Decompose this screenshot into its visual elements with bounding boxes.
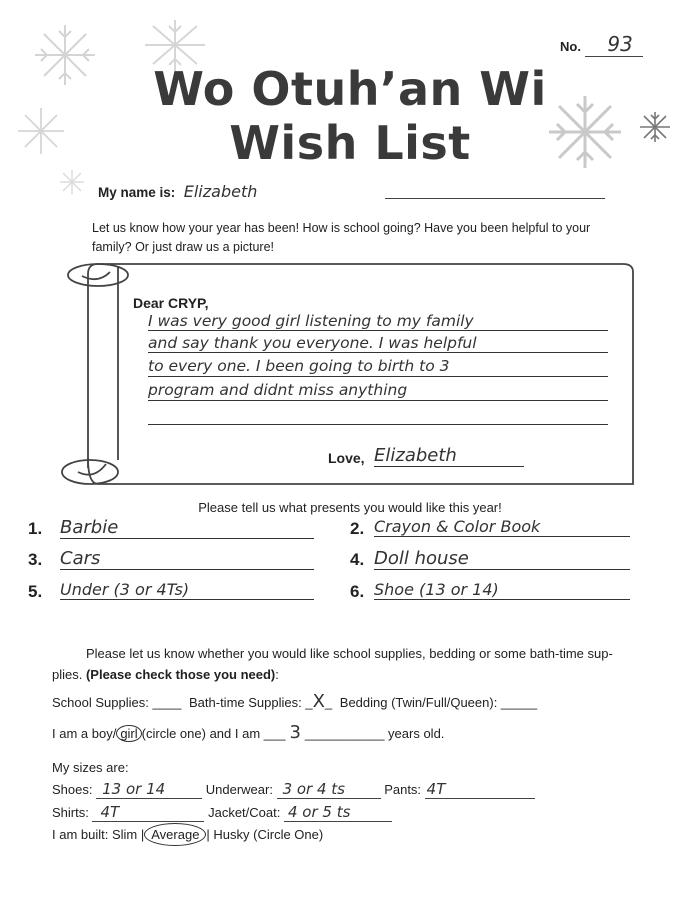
underwear-label: Underwear: — [205, 782, 273, 797]
build-circled[interactable]: Average — [144, 823, 206, 846]
bedding-option[interactable]: Bedding (Twin/Full/Queen): _____ — [339, 695, 538, 710]
name-row — [98, 182, 334, 202]
sizes-row-1 — [52, 780, 672, 799]
form-number — [560, 32, 643, 57]
pants-label: Pants: — [384, 782, 422, 797]
letter-line: and say thank you everyone. I was helpful — [148, 334, 477, 352]
present-value[interactable]: Cars — [60, 548, 314, 570]
present-item-3 — [28, 550, 318, 570]
page-title-line1: Wo Otuh’an Wi — [153, 62, 547, 116]
build-row — [52, 827, 323, 842]
letter-line-rule — [148, 330, 608, 331]
letter-greeting: Dear CRYP, — [133, 295, 209, 311]
letter-line-rule — [148, 424, 608, 425]
jacket-label: Jacket/Coat: — [208, 805, 281, 820]
shoes-label: Shoes: — [52, 782, 93, 797]
present-item-1 — [28, 519, 318, 539]
supplies-prompt-a: Please let us know whether you would like school supplies, bedding or some bath-time sup- — [86, 646, 613, 661]
name-underline — [385, 198, 605, 199]
sizes-row-2 — [52, 803, 672, 822]
letter-line-rule — [148, 400, 608, 401]
letter-line: program and didnt miss anything — [148, 381, 408, 399]
identity-text-c: ___________ years old. — [304, 726, 445, 741]
shoes-value[interactable]: 13 or 14 — [96, 780, 202, 799]
supplies-row — [52, 691, 537, 712]
present-number: 3. — [28, 550, 43, 569]
present-item-6 — [350, 582, 640, 602]
letter-line: I was very good girl listening to my family — [148, 312, 474, 330]
present-value[interactable]: Barbie — [60, 517, 314, 539]
supplies-prompt-bold: (Please check those you need) — [85, 667, 276, 682]
identity-text-b: (circle one) and I am ___ — [141, 726, 286, 741]
supplies-prompt-b: plies. — [52, 667, 86, 682]
letter-line: to every one. I been going to birth to 3 — [148, 357, 450, 375]
school-supplies-option[interactable]: School Supplies: ____ — [52, 695, 182, 710]
build-text-b: | Husky (Circle One) — [206, 827, 324, 842]
identity-text-a: I am a boy/ — [52, 726, 117, 741]
name-label: My name is: — [98, 185, 176, 200]
present-value[interactable]: Crayon & Color Book — [374, 517, 630, 537]
name-value[interactable]: Elizabeth — [184, 182, 334, 202]
present-item-4 — [350, 550, 640, 570]
present-number: 4. — [350, 550, 365, 569]
age-value[interactable]: 3 — [289, 722, 301, 743]
build-text-a: I am built: Slim | — [52, 827, 145, 842]
present-item-2 — [350, 519, 640, 539]
supplies-prompt-end: : — [275, 667, 279, 682]
letter-closing-signature: Elizabeth — [374, 445, 524, 467]
underwear-value[interactable]: 3 or 4 ts — [277, 780, 381, 799]
bath-supplies-option[interactable]: Bath-time Supplies: _ — [189, 695, 313, 710]
bath-supplies-tail: _ — [324, 695, 333, 710]
jacket-value[interactable]: 4 or 5 ts — [284, 803, 392, 822]
present-number: 5. — [28, 582, 43, 601]
form-number-label: No. — [560, 39, 581, 54]
page-title-line2: Wish List — [229, 116, 471, 170]
letter-line-rule — [148, 352, 608, 353]
bath-supplies-check[interactable]: X — [312, 691, 325, 712]
form-number-value: 93 — [585, 32, 643, 57]
present-value[interactable]: Under (3 or 4Ts) — [60, 580, 314, 600]
present-value[interactable]: Shoe (13 or 14) — [374, 580, 630, 600]
snowflake-icon — [58, 168, 86, 196]
present-number: 6. — [350, 582, 365, 601]
letter-line-rule — [148, 376, 608, 377]
identity-row — [52, 722, 444, 743]
present-number: 2. — [350, 519, 365, 538]
pants-value[interactable]: 4T — [425, 780, 535, 799]
gender-circled[interactable]: girl — [116, 725, 141, 742]
sizes-heading: My sizes are: — [52, 760, 129, 775]
present-number: 1. — [28, 519, 43, 538]
presents-prompt: Please tell us what presents you would like this year! — [198, 500, 502, 515]
shirts-value[interactable]: 4T — [92, 803, 204, 822]
shirts-label: Shirts: — [52, 805, 89, 820]
intro-text: Let us know how your year has been! How is school going? Have you been helpful to your family? Or just draw us a picture! — [92, 221, 591, 254]
present-item-5 — [28, 582, 318, 602]
supplies-prompt — [52, 643, 652, 685]
letter-closing-label: Love, — [328, 450, 365, 466]
present-value[interactable]: Doll house — [374, 548, 630, 570]
